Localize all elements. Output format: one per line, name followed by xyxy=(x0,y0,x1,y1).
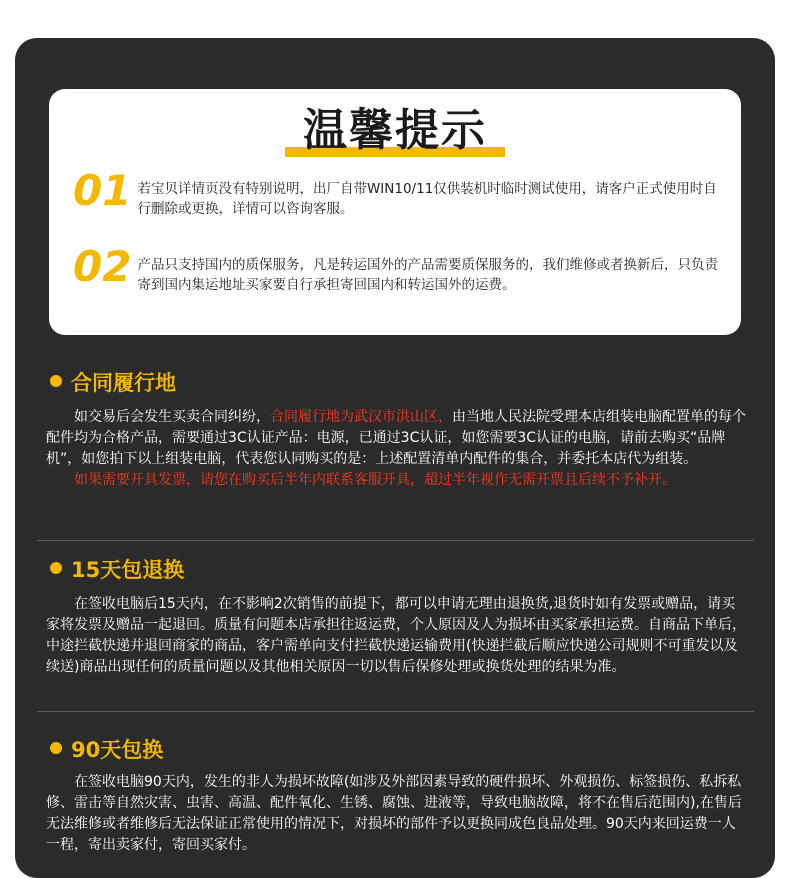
section-body-contract-place: 如交易后会发生买卖合同纠纷，合同履行地为武汉市洪山区，由当地人民法院受理本店组装电脑配置单的每个配件均为合格产品，需要通过3C认证产品：电源，已通过3C认证，如您需要3C认证的电脑，请前去购买“品牌机”，如您拍下以上组装电脑，代表您认同购买的是：上述配置清单内配件的集合，并委托本店代为组装。 如果需要开具发票，请您在购买后半年内联系客服开具，超过半年视作无需开票且后续不予补开。 xyxy=(46,407,746,491)
invoice-note: 如果需要开具发票，请您在购买后半年内联系客服开具，超过半年视作无需开票且后续不予补开。 xyxy=(74,472,676,488)
section-title-15-day-return: 15天包退换 xyxy=(50,556,184,584)
bullet-dot-icon xyxy=(50,375,62,387)
item-text: 产品只支持国内的质保服务，凡是转运国外的产品需要质保服务的，我们维修或者换新后，只负责寄到国内集运地址买家要自行承担寄回国内和转运国外的运费。 xyxy=(137,257,718,293)
highlight-text: 合同履行地为武汉市洪山区， xyxy=(270,409,452,425)
section-title-contract-place: 合同履行地 xyxy=(50,369,176,397)
item-text: 若宝贝详情页没有特别说明，出厂自带WIN10/11仅供装机时临时测试使用，请客户正式使用时自行删除或更换，详情可以咨询客服。 xyxy=(137,181,717,217)
section-body-90-day-exchange: 在签收电脑90天内，发生的非人为损坏故障(如涉及外部因素导致的硬件损坏、外观损伤、标签损伤、私拆私修、雷击等自然灾害、虫害、高温、配件氧化、生锈、腐蚀、进液等，导致电脑故障，将不在售后范围内),在售后无法维修或者维修后无法保证正常使用的情况下，对损坏的部件予以更换同成色良品处理。90天内来回运费一人一程，寄出卖家付，寄回买家付。 xyxy=(46,774,742,853)
notice-item-1 xyxy=(73,166,723,219)
notice-title: 温馨提示 xyxy=(287,103,503,159)
section-title-90-day-exchange: 90天包换 xyxy=(50,736,163,764)
notice-card xyxy=(49,89,741,335)
divider xyxy=(37,711,754,712)
bullet-dot-icon xyxy=(50,742,62,754)
item-number: 01 xyxy=(73,166,132,215)
item-number: 02 xyxy=(73,242,132,291)
divider xyxy=(37,540,754,541)
bullet-dot-icon xyxy=(50,562,62,574)
section-body-15-day-return: 在签收电脑后15天内，在不影响2次销售的前提下，都可以申请无理由退换货,退货时如有发票或赠品，请买家将发票及赠品一起退回。质量有问题本店承担往返运费，个人原因及人为损坏由买家承担运费。自商品下单后，中途拦截快递并退回商家的商品，客户需单向支付拦截快递运输费用(快递拦截后顺应快递公司规则不可重发以及续送)商品出现任何的质量问题以及其他相关原因一切以售后保修处理或换货处理的结果为准。 xyxy=(46,596,746,675)
notice-item-2 xyxy=(73,242,723,295)
